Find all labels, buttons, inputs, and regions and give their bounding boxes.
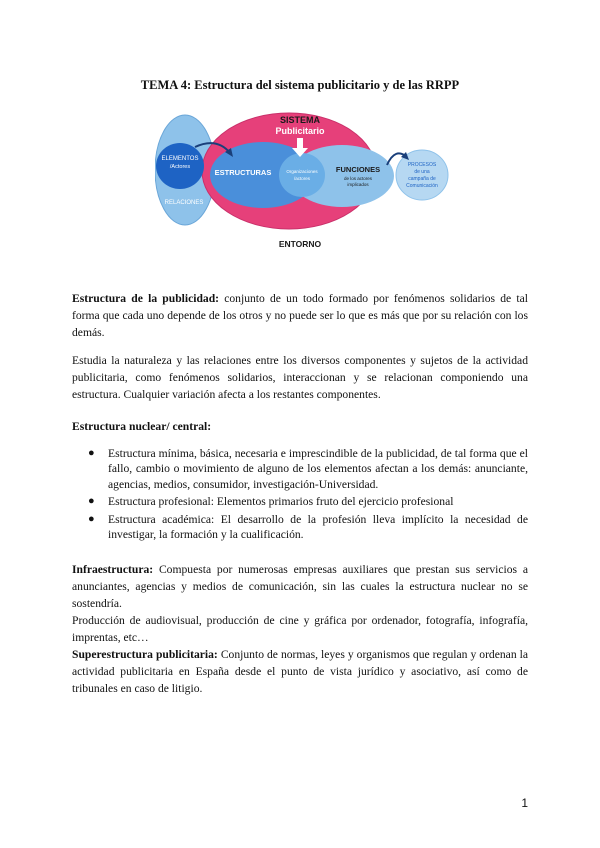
paragraph-superestructura [72, 646, 528, 698]
list-item: ● Estructura académica: El desarrollo de la profesión lleva implícito la necesidad de investigar, la formación y la cualificación. [88, 512, 528, 542]
term-superestructura: Superestructura publicitaria: [72, 648, 218, 661]
entorno-label: ENTORNO [278, 239, 322, 249]
relaciones-label: RELACIONES [164, 200, 204, 206]
procesos-label-3: campaña de [408, 176, 436, 182]
bullet-list [72, 446, 528, 542]
procesos-label-2: de una [414, 169, 430, 175]
heading-nuclear: Estructura nuclear/ central: [72, 420, 212, 433]
bullet-icon: ● [88, 447, 95, 459]
organizaciones-label-2: /actores [293, 176, 311, 181]
page-number: 1 [521, 796, 528, 810]
estructuras-label: ESTRUCTURAS [214, 168, 272, 177]
organizaciones-shape [279, 153, 325, 197]
elementos-label-2: /Actores [169, 164, 191, 170]
funciones-label: FUNCIONES [335, 165, 381, 174]
elementos-label-1: ELEMENTOS [161, 156, 199, 162]
sistema-label-1: SISTEMA [279, 115, 321, 125]
text-superestructura: Conjunto de normas, leyes y organismos que regulan y ordenan la actividad publicitaria en España desde el punto de vista jurídico y asociativo, así como de tribunales en caso de litigio. [72, 648, 529, 696]
organizaciones-label-1: Organizaciones [286, 169, 318, 174]
down-arrow-stem [297, 138, 303, 148]
paragraph-estructura [72, 290, 528, 342]
page-title: TEMA 4: Estructura del sistema publicitario y de las RRPP [140, 78, 460, 92]
text-estructura: conjunto de un todo formado por fenómenos solidarios de tal forma que cada uno depende de los otros y no puede ser lo que es más que por su relación con los demás. [72, 292, 528, 340]
procesos-label-1: PROCESOS [407, 162, 437, 168]
text-infraestructura: Compuesta por numerosas empresas auxiliares que prestan sus servicios a anunciantes, agencias y medios de comunicación, sin las cuales la estructura nuclear no se sostendría. [72, 563, 528, 611]
funciones-sub-1: de los actores [343, 176, 373, 181]
bullet-icon: ● [88, 512, 95, 525]
sistema-label-2: Publicitario [275, 126, 325, 136]
paragraph-infraestructura [72, 561, 528, 613]
paragraph-estudia: Estudia la naturaleza y las relaciones entre los diversos componentes y sujetos de la actividad publicitaria, como fenómenos solidarios, interaccionan y se relacionan componiendo una estructura. Cualquier variación afecta a los restantes componentes. [72, 354, 528, 402]
list-item: ● Estructura profesional: Elementos primarios fruto del ejercicio profesional [88, 495, 454, 509]
list-item: ● Estructura mínima, básica, necesaria e imprescindible de la publicidad, de tal forma que el fallo, cambio o movimiento de alguno de los elementos afectan a los demás: anunciante, agencias, medios, consumidor, investigación-Universidad. [88, 447, 528, 491]
procesos-label-4: Comunicación [406, 183, 438, 189]
term-infraestructura: Infraestructura: [72, 563, 154, 576]
funciones-sub-2: implicados [347, 182, 369, 187]
paragraph-produccion: Producción de audiovisual, producción de cine y gráfica por ordenador, fotografía, infografía, imprentas, etc… [72, 614, 528, 645]
bullet-icon: ● [88, 495, 95, 508]
structure-diagram [155, 105, 455, 255]
term-estructura: Estructura de la publicidad: [72, 292, 220, 305]
